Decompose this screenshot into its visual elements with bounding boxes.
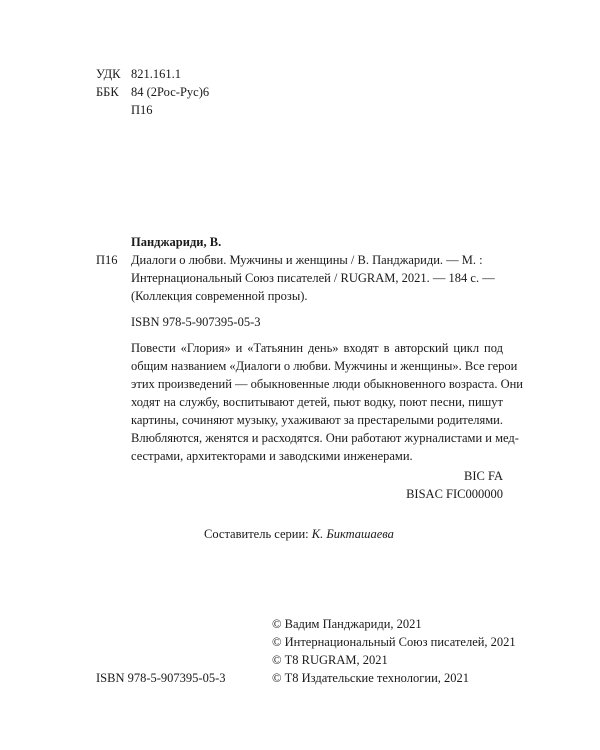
isbn-bottom: ISBN 978-5-907395-05-3	[96, 671, 226, 685]
annotation-line: Повести «Глория» и «Татьянин день» входят в авторский цикл под	[131, 341, 503, 355]
udk-label: УДК	[96, 67, 121, 81]
series-compiler-name: К. Бикташаева	[311, 527, 394, 541]
bisac-code: BISAC FIC000000	[406, 487, 503, 501]
annotation	[131, 339, 523, 465]
annotation-line: сестрами, архитекторами и заводскими инженерами.	[131, 449, 413, 463]
annotation-line: картины, сочиняют музыку, ухаживают за престарелыми родителями.	[131, 413, 503, 427]
bic-code: BIC FA	[463, 469, 503, 483]
record-isbn: ISBN 978-5-907395-05-3	[131, 315, 261, 329]
annotation-line: этих произведений — обыкновенные люди обыкновенного возраста. Они	[131, 377, 523, 391]
copyright-line: © Вадим Панджариди, 2021	[272, 617, 422, 631]
record-description-line: (Коллекция современной прозы).	[131, 289, 308, 303]
annotation-line: Влюбляются, женятся и расходятся. Они работают журналистами и мед-	[131, 431, 519, 445]
annotation-line: ходят на службу, воспитывают детей, пьют водку, поют песни, пишут	[131, 395, 503, 409]
record-description	[131, 251, 506, 305]
copyright-line: © Интернациональный Союз писателей, 2021	[272, 635, 516, 649]
udk-value: 821.161.1	[131, 67, 181, 81]
record-code: П16	[96, 253, 118, 267]
series-compiler	[204, 525, 394, 543]
annotation-line: общим названием «Диалоги о любви. Мужчины и женщины». Все герои	[131, 359, 518, 373]
copyright-line: © Т8 RUGRAM, 2021	[272, 653, 388, 667]
author-sign: П16	[131, 103, 153, 117]
record-description-line: Диалоги о любви. Мужчины и женщины / В. Панджариди. — М. :	[131, 253, 483, 267]
bbk-value: 84 (2Рос-Рус)6	[131, 85, 210, 99]
record-author: Панджариди, В.	[131, 235, 222, 249]
copyright-line: © Т8 Издательские технологии, 2021	[272, 671, 470, 685]
bbk-label: ББК	[96, 85, 119, 99]
series-compiler-label: Составитель серии:	[204, 527, 309, 541]
record-description-line: Интернациональный Союз писателей / RUGRAM, 2021. — 184 с. —	[131, 271, 495, 285]
